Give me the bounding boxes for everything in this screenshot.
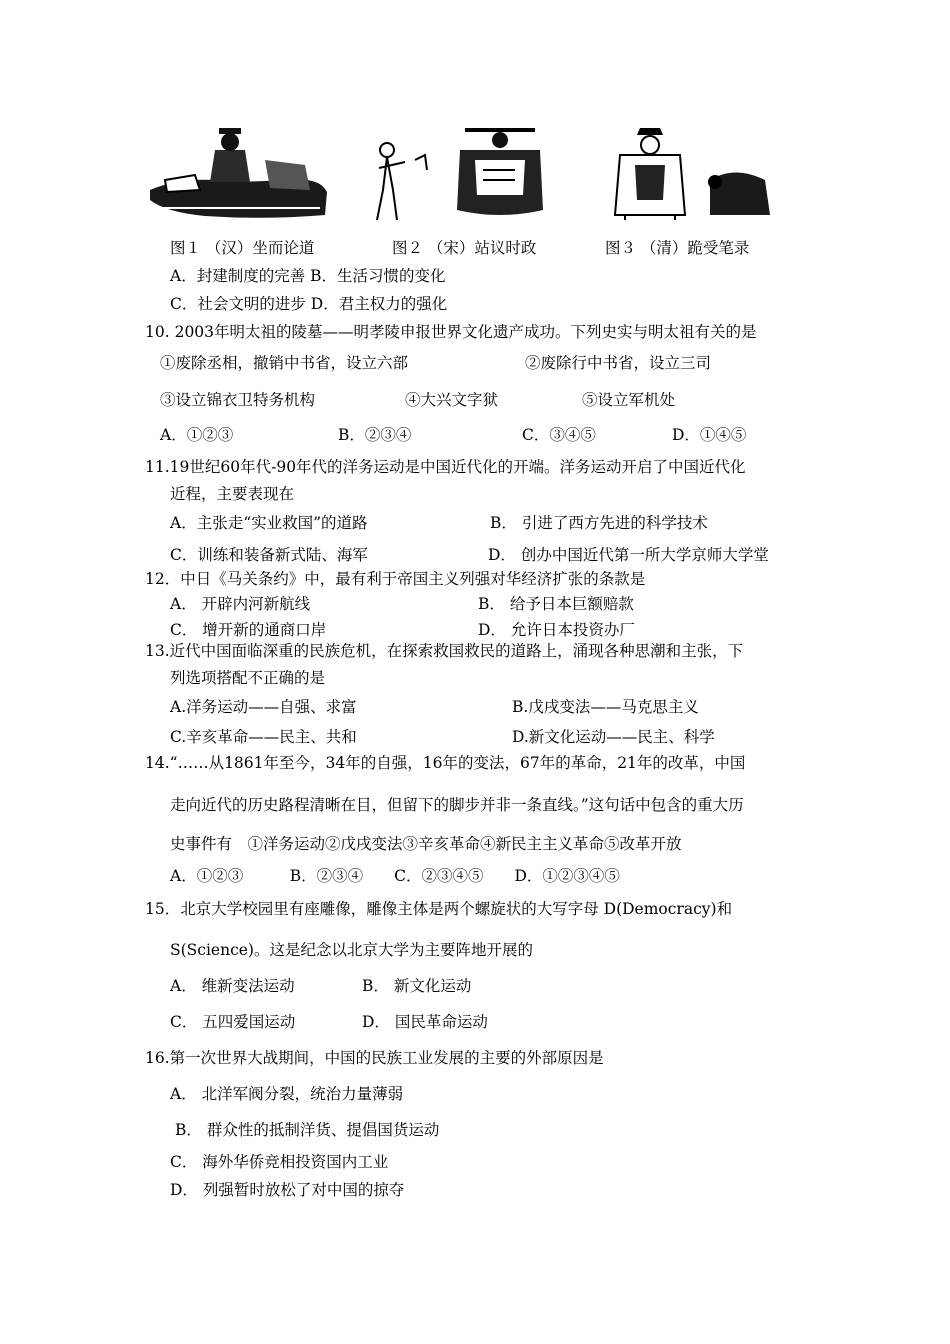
- figure-caption-3: 图３ （清）跪受笔录: [605, 239, 750, 257]
- q11-option-b: B． 引进了西方先进的科学技术: [490, 514, 708, 532]
- q15-option-a: A． 维新变法运动: [170, 977, 295, 995]
- q10-item-1: ①废除丞相，撤销中书省，设立六部: [160, 354, 409, 372]
- q12-option-d: D． 允许日本投资办厂: [478, 621, 635, 639]
- q16-option-c: C． 海外华侨竞相投资国内工业: [170, 1153, 389, 1171]
- q11-stem-line1: 11.19世纪60年代-90年代的洋务运动是中国近代化的开端。洋务运动开启了中国近代化: [145, 458, 746, 476]
- q10-stem: 10. 2003年明太祖的陵墓——明孝陵申报世界文化遗产成功。下列史实与明太祖有关的是: [145, 323, 757, 341]
- figure-song-image: [365, 120, 550, 225]
- q12-option-b: B． 给予日本巨额赔款: [478, 595, 634, 613]
- q13-option-a: A.洋务运动——自强、求富: [170, 698, 357, 716]
- q13-option-d: D.新文化运动——民主、科学: [512, 728, 715, 746]
- q15-option-d: D． 国民革命运动: [362, 1013, 488, 1031]
- q13-option-c: C.辛亥革命——民主、共和: [170, 728, 357, 746]
- q13-option-b: B.戊戌变法——马克思主义: [512, 698, 699, 716]
- q16-option-d: D． 列强暂时放松了对中国的掠夺: [170, 1181, 405, 1199]
- q12-option-a: A． 开辟内河新航线: [170, 595, 311, 613]
- q9-options-row2: C．社会文明的进步 D．君主权力的强化: [170, 295, 448, 313]
- q16-stem: 16.第一次世界大战期间，中国的民族工业发展的主要的外部原因是: [145, 1049, 604, 1067]
- q11-stem-line2: 近程，主要表现在: [170, 485, 295, 503]
- q14-stem-line2: 走向近代的历史路程清晰在目，但留下的脚步并非一条直线。”这句话中包含的重大历: [170, 796, 744, 814]
- q11-option-a: A．主张走“实业救国”的道路: [170, 514, 368, 532]
- figure-han-image: [145, 120, 330, 225]
- q13-stem-line2: 列选项搭配不正确的是: [170, 669, 326, 687]
- q11-option-d: D． 创办中国近代第一所大学京师大学堂: [488, 546, 769, 564]
- q14-options: A．①②③ B．②③④ C．②③④⑤ D．①②③④⑤: [170, 867, 620, 885]
- q10-item-2: ②废除行中书省，设立三司: [525, 354, 712, 372]
- q13-stem-line1: 13.近代中国面临深重的民族危机，在探索救国救民的道路上，涌现各种思潮和主张，下: [145, 642, 744, 660]
- q10-item-3: ③设立锦衣卫特务机构: [160, 391, 316, 409]
- q10-item-4: ④大兴文字狱: [405, 391, 499, 409]
- q15-option-b: B． 新文化运动: [362, 977, 472, 995]
- q10-option-a: A．①②③: [160, 426, 234, 444]
- q9-options-row1: A．封建制度的完善 B．生活习惯的变化: [170, 267, 446, 285]
- q10-option-b: B．②③④: [338, 426, 412, 444]
- q15-option-c: C． 五四爱国运动: [170, 1013, 296, 1031]
- q15-stem-line2: S(Science)。这是纪念以北京大学为主要阵地开展的: [170, 941, 533, 959]
- q16-option-a: A． 北洋军阀分裂，统治力量薄弱: [170, 1085, 404, 1103]
- q10-item-5: ⑤设立军机处: [582, 391, 676, 409]
- q16-option-b: B． 群众性的抵制洋货、提倡国货运动: [175, 1121, 440, 1139]
- illustrations: [140, 120, 780, 230]
- q10-option-c: C．③④⑤: [522, 426, 596, 444]
- q12-stem: 12．中日《马关条约》中，最有利于帝国主义列强对华经济扩张的条款是: [145, 570, 646, 588]
- figure-caption-1: 图１ （汉）坐而论道: [170, 239, 315, 257]
- q14-stem-line3: 史事件有 ①洋务运动②戊戌变法③辛亥革命④新民主主义革命⑤改革开放: [170, 835, 682, 853]
- q15-stem-line1: 15．北京大学校园里有座雕像，雕像主体是两个螺旋状的大写字母 D(Democracy)和: [145, 900, 733, 918]
- q14-stem-line1: 14.“……从1861年至今，34年的自强，16年的变法，67年的革命，21年的改革，中国: [145, 754, 746, 772]
- q12-option-c: C． 增开新的通商口岸: [170, 621, 327, 639]
- figure-caption-2: 图２ （宋）站议时政: [392, 239, 537, 257]
- q10-option-d: D．①④⑤: [672, 426, 747, 444]
- figure-qing-image: [605, 120, 780, 225]
- q11-option-c: C．训练和装备新式陆、海军: [170, 546, 368, 564]
